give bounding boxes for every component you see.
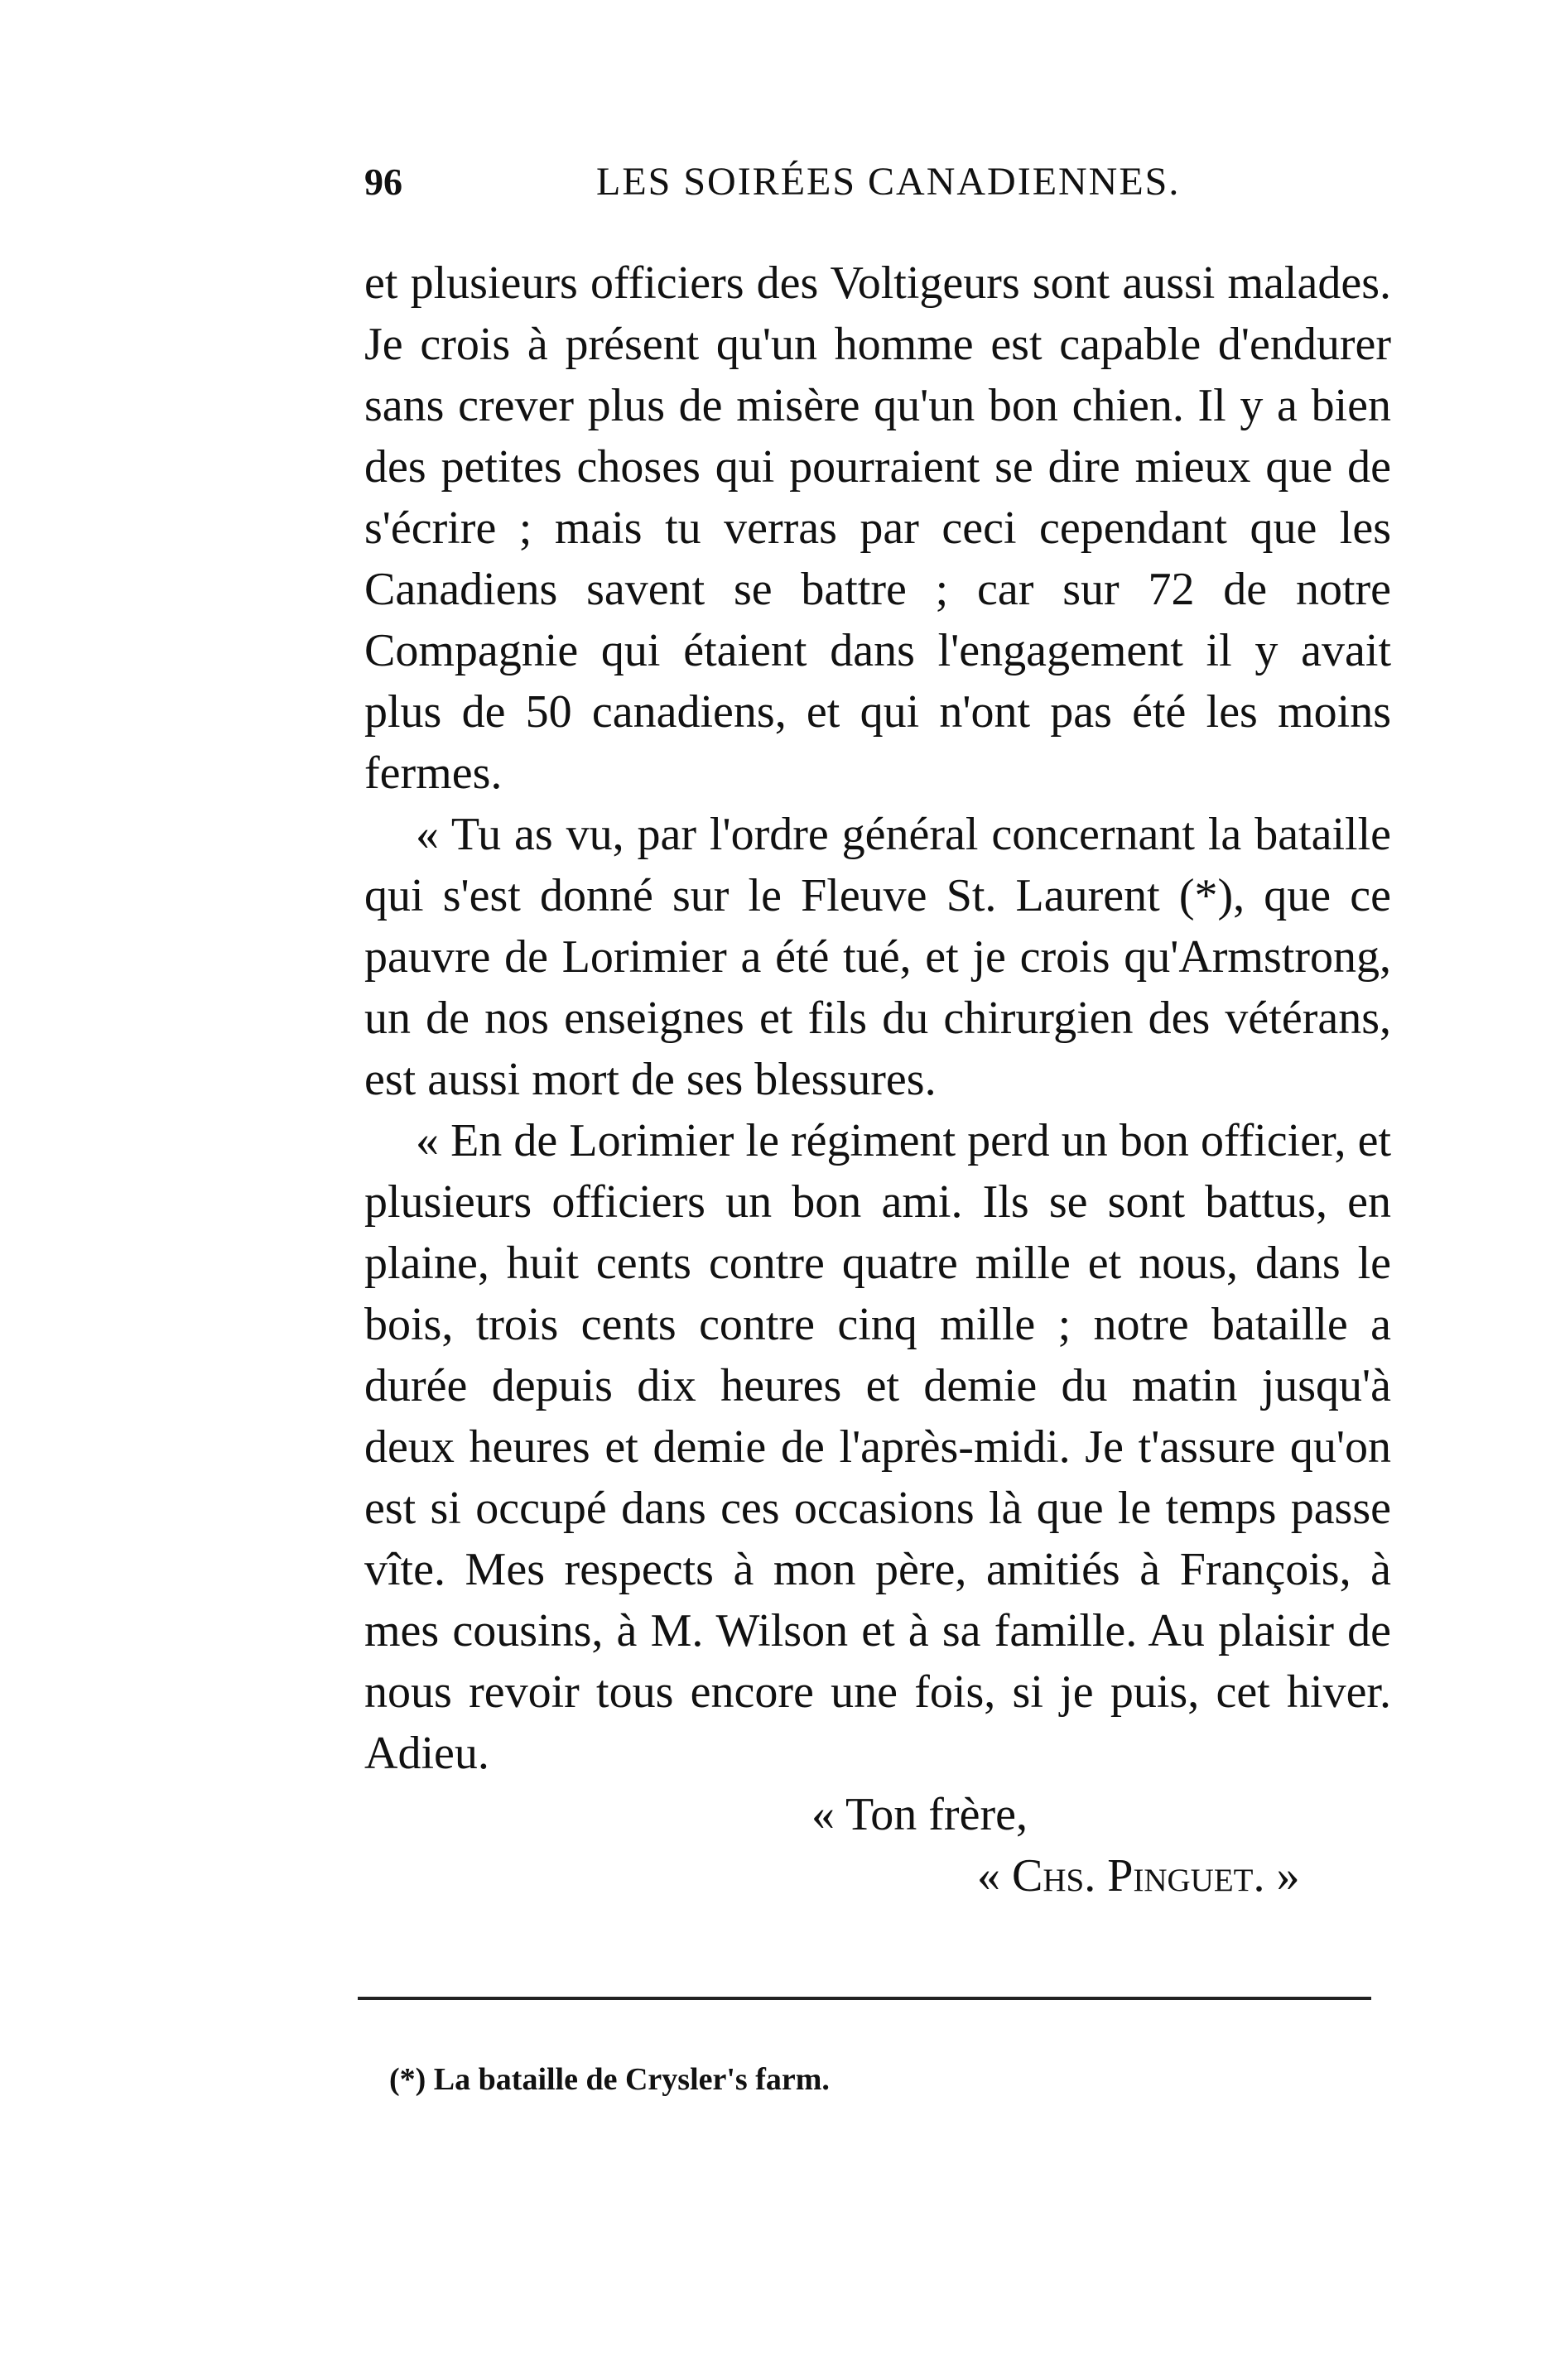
body-text [364, 252, 1391, 1906]
running-head [364, 153, 1457, 211]
footnote-divider [358, 1997, 1371, 2000]
footnote: (*) La bataille de Crysler's farm. [389, 2062, 830, 2097]
paragraph-3: « En de Lorimier le régiment perd un bon officier, et plusieurs officiers un bon ami. Ils se sont battus, en plaine, huit cents contre quatre mille et nous, dans le bois, trois cents contre cinq mille ; notre bataille a durée depuis dix heures et demie du matin jusqu'à deux heures et demie de l'après-midi. Je t'assure qu'on est si occupé dans ces occasions là que le temps passe vîte. Mes respects à mon père, amitiés à François, à mes cousins, à M. Wilson et à sa famille. Au plaisir de nous revoir tous encore une fois, si je puis, cet hiver. Adieu. [364, 1115, 1391, 1779]
paragraph-2: « Tu as vu, par l'ordre général concernant la bataille qui s'est donné sur le Fleuve St. Laurent (*), que ce pauvre de Lorimier a été tué, et je crois qu'Armstrong, un de nos enseignes et fils du chirurgien des vétérans, est aussi mort de ses blessures. [364, 809, 1391, 1105]
running-title: LES SOIRÉES CANADIENNES. [596, 160, 1181, 204]
letter-signature: « Chs. Pinguet. » [977, 1850, 1300, 1902]
page-number: 96 [364, 161, 402, 203]
letter-closing: « Ton frère, [811, 1789, 1028, 1840]
paragraph-1: et plusieurs officiers des Voltigeurs sont aussi malades. Je crois à présent qu'un homme est capable d'endurer sans crever plus de misère qu'un bon chien. Il y a bien des petites choses qui pourraient se dire mieux que de s'écrire ; mais tu verras par ceci cependant que les Canadiens savent se battre ; car sur 72 de notre Compagnie qui étaient dans l'engagement il y avait plus de 50 canadiens, et qui n'ont pas été les moins fermes. [364, 257, 1391, 799]
